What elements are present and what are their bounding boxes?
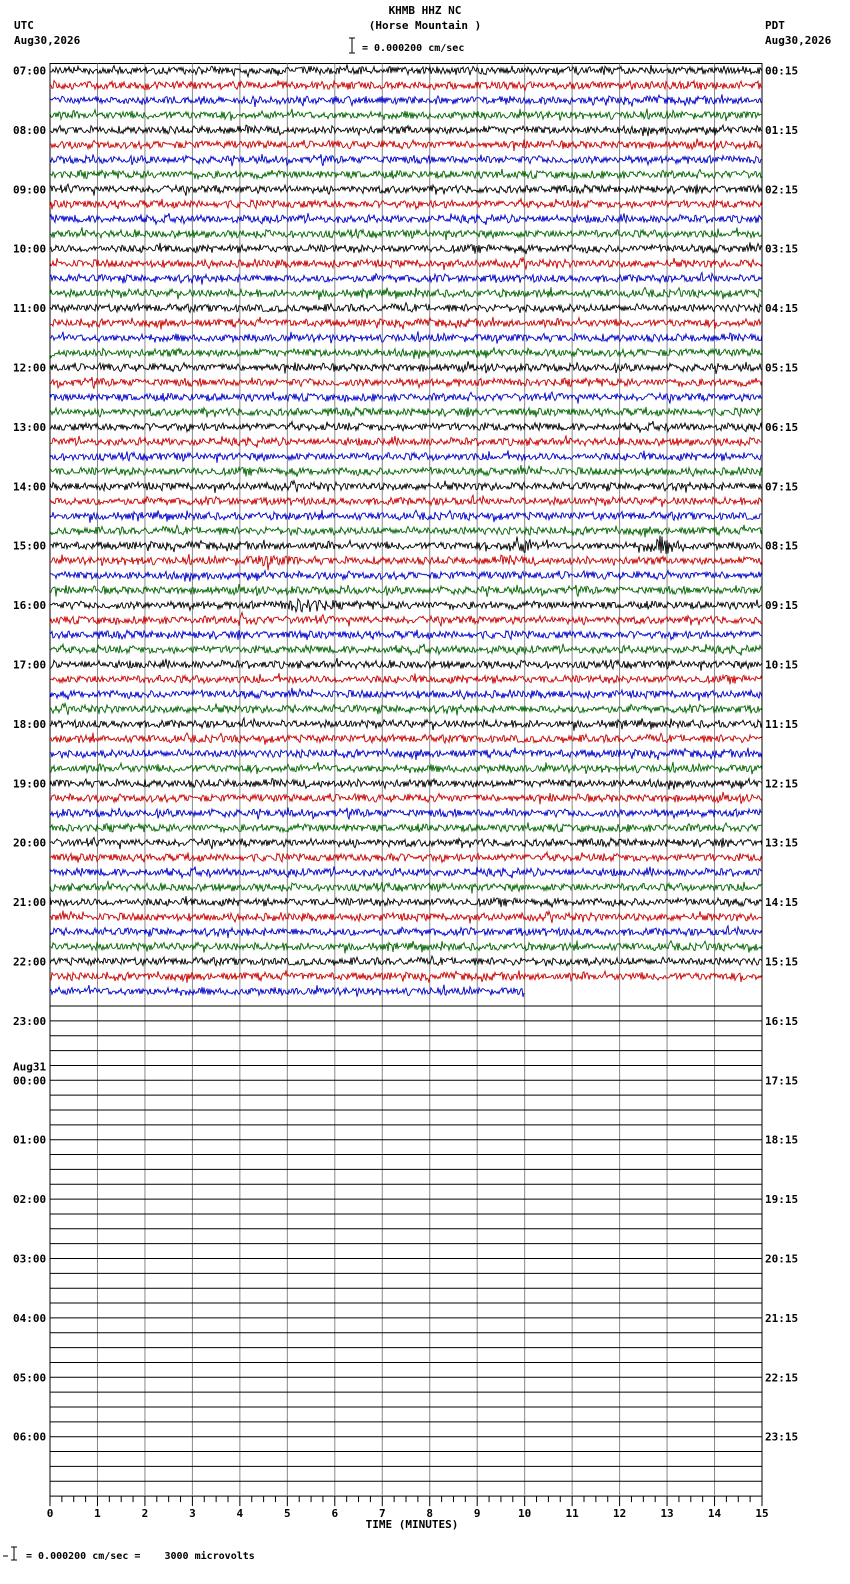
left-time-label: 05:00 xyxy=(13,1371,47,1385)
seismic-trace xyxy=(50,599,762,612)
x-tick-label: 3 xyxy=(189,1507,196,1521)
left-time-label: 12:00 xyxy=(13,361,47,375)
scale-label: = 0.000200 cm/sec xyxy=(362,43,465,54)
seismic-trace xyxy=(50,658,762,671)
seismic-trace xyxy=(50,361,762,374)
seismic-trace xyxy=(50,748,762,760)
scale-bar-icon xyxy=(349,38,355,53)
seismic-trace xyxy=(50,80,762,90)
seismic-trace xyxy=(50,703,762,715)
station-title: KHMB HHZ NC xyxy=(388,4,462,17)
seismic-trace xyxy=(50,673,762,684)
left-time-label: 14:00 xyxy=(13,480,47,494)
seismic-trace xyxy=(50,881,762,894)
right-time-label: 06:15 xyxy=(765,420,799,434)
seismic-trace xyxy=(50,808,762,820)
seismic-trace xyxy=(50,911,762,924)
right-timezone: PDT xyxy=(765,19,785,32)
x-tick-label: 12 xyxy=(612,1507,627,1521)
right-time-label: 17:15 xyxy=(765,1074,799,1088)
right-time-label: 16:15 xyxy=(765,1014,799,1028)
station-location: (Horse Mountain ) xyxy=(368,19,482,32)
x-tick-label: 6 xyxy=(331,1507,339,1521)
right-time-label: 23:15 xyxy=(765,1430,799,1444)
x-axis xyxy=(47,1496,769,1531)
right-time-label: 02:15 xyxy=(765,183,799,197)
left-time-label: 13:00 xyxy=(13,420,47,434)
left-time-label: 20:00 xyxy=(13,836,47,850)
seismic-trace xyxy=(50,377,762,389)
x-tick-label: 5 xyxy=(284,1507,291,1521)
seismic-trace xyxy=(50,317,762,330)
seismic-trace xyxy=(50,94,762,107)
seismic-trace xyxy=(50,822,762,832)
right-time-label: 03:15 xyxy=(765,242,799,256)
seismic-trace xyxy=(50,199,762,210)
trace-group xyxy=(50,65,762,998)
left-time-label: 03:00 xyxy=(13,1252,47,1266)
seismic-trace xyxy=(50,926,762,938)
right-time-label: 00:15 xyxy=(765,64,799,78)
x-tick-label: 8 xyxy=(426,1507,434,1521)
seismic-trace xyxy=(50,65,762,77)
left-time-label: 17:00 xyxy=(13,658,47,672)
x-tick-label: 4 xyxy=(236,1507,244,1521)
time-label-group xyxy=(13,65,798,1444)
seismic-trace xyxy=(50,407,762,418)
left-timezone: UTC xyxy=(14,19,34,32)
seismic-trace xyxy=(50,154,762,166)
x-tick-label: 1 xyxy=(94,1507,101,1521)
seismic-trace xyxy=(50,109,762,121)
x-tick-label: 2 xyxy=(141,1507,149,1521)
seismic-trace xyxy=(50,421,762,432)
seismic-trace xyxy=(50,242,762,254)
seismic-trace xyxy=(50,258,762,270)
seismic-trace xyxy=(50,125,762,136)
left-time-label: 16:00 xyxy=(13,599,47,613)
right-time-label: 15:15 xyxy=(765,955,799,969)
left-time-label: 11:00 xyxy=(13,302,47,316)
x-tick-label: 9 xyxy=(473,1507,481,1521)
x-tick-label: 7 xyxy=(378,1507,386,1521)
left-time-label: 15:00 xyxy=(13,539,47,553)
left-time-label: 21:00 xyxy=(13,896,47,910)
left-time-label: 04:00 xyxy=(13,1311,47,1325)
seismic-trace xyxy=(50,956,762,966)
left-time-label: 10:00 xyxy=(13,242,47,256)
right-time-label: 22:15 xyxy=(765,1371,799,1385)
x-tick-label: 13 xyxy=(660,1507,674,1521)
seismic-trace xyxy=(50,792,762,804)
right-time-label: 14:15 xyxy=(765,896,799,910)
seismic-trace xyxy=(50,169,762,179)
seismic-trace xyxy=(50,465,762,477)
seismic-trace xyxy=(50,435,762,447)
seismic-trace xyxy=(50,867,762,879)
x-tick-label: 10 xyxy=(518,1507,532,1521)
right-time-label: 13:15 xyxy=(765,836,799,850)
seismic-trace xyxy=(50,970,762,983)
seismic-trace xyxy=(50,612,762,626)
seismic-trace xyxy=(50,896,762,908)
left-time-label: 18:00 xyxy=(13,717,47,731)
seismic-trace xyxy=(50,481,762,493)
right-time-label: 05:15 xyxy=(765,361,799,375)
footer-scale-note: = 0.000200 cm/sec = 3000 microvolts xyxy=(26,1551,255,1562)
left-date: Aug30,2026 xyxy=(14,34,81,47)
seismic-trace xyxy=(50,227,762,240)
seismic-trace xyxy=(50,584,762,597)
seismic-trace xyxy=(50,213,762,225)
seismic-trace xyxy=(50,838,762,850)
seismic-trace xyxy=(50,941,762,954)
x-tick-label: 14 xyxy=(707,1507,722,1521)
seismic-trace xyxy=(50,525,762,538)
seismic-trace xyxy=(50,287,762,300)
left-time-label: 08:00 xyxy=(13,123,47,137)
left-time-label: 22:00 xyxy=(13,955,47,969)
seismic-trace xyxy=(50,331,762,343)
right-time-label: 09:15 xyxy=(765,599,799,613)
seismic-trace xyxy=(50,139,762,151)
seismic-trace xyxy=(50,762,762,774)
footer-scale-bar-icon xyxy=(3,1547,17,1560)
right-time-label: 21:15 xyxy=(765,1311,799,1325)
left-time-label: 01:00 xyxy=(13,1133,47,1147)
seismic-trace xyxy=(50,733,762,745)
seismic-trace xyxy=(50,779,762,790)
seismic-trace xyxy=(50,303,762,313)
seismic-trace xyxy=(50,450,762,463)
seismic-trace xyxy=(50,718,762,731)
left-date-label: Aug31 xyxy=(13,1060,47,1074)
right-time-label: 10:15 xyxy=(765,658,799,672)
right-time-label: 07:15 xyxy=(765,480,799,494)
left-time-label: 00:00 xyxy=(13,1074,47,1088)
x-axis-label: TIME (MINUTES) xyxy=(365,1518,459,1532)
left-time-label: 19:00 xyxy=(13,777,47,791)
seismic-trace xyxy=(50,273,762,285)
left-time-label: 02:00 xyxy=(13,1193,47,1207)
right-time-label: 01:15 xyxy=(765,123,799,137)
seismic-trace xyxy=(50,630,762,640)
right-time-label: 20:15 xyxy=(765,1252,799,1266)
x-tick-label: 0 xyxy=(46,1507,54,1521)
seismic-trace xyxy=(50,554,762,570)
right-time-label: 12:15 xyxy=(765,777,799,791)
seismic-trace xyxy=(50,644,762,656)
seismic-trace xyxy=(50,852,762,863)
seismic-trace xyxy=(50,688,762,701)
x-tick-label: 11 xyxy=(565,1507,579,1521)
seismic-trace xyxy=(50,184,762,196)
right-time-label: 19:15 xyxy=(765,1193,799,1207)
seismic-trace xyxy=(50,510,762,523)
right-date: Aug30,2026 xyxy=(765,34,832,47)
seismic-trace xyxy=(50,571,762,582)
left-time-label: 09:00 xyxy=(13,183,47,197)
seismic-trace xyxy=(50,495,762,507)
left-time-label: 07:00 xyxy=(13,64,47,78)
seismic-trace xyxy=(50,392,762,404)
right-time-label: 18:15 xyxy=(765,1133,799,1147)
left-time-label: 23:00 xyxy=(13,1014,47,1028)
right-time-label: 04:15 xyxy=(765,302,799,316)
right-time-label: 08:15 xyxy=(765,539,799,553)
x-tick-label: 15 xyxy=(755,1507,769,1521)
seismic-trace xyxy=(50,536,762,554)
left-time-label: 06:00 xyxy=(13,1430,47,1444)
right-time-label: 11:15 xyxy=(765,717,799,731)
seismic-trace xyxy=(50,348,762,359)
